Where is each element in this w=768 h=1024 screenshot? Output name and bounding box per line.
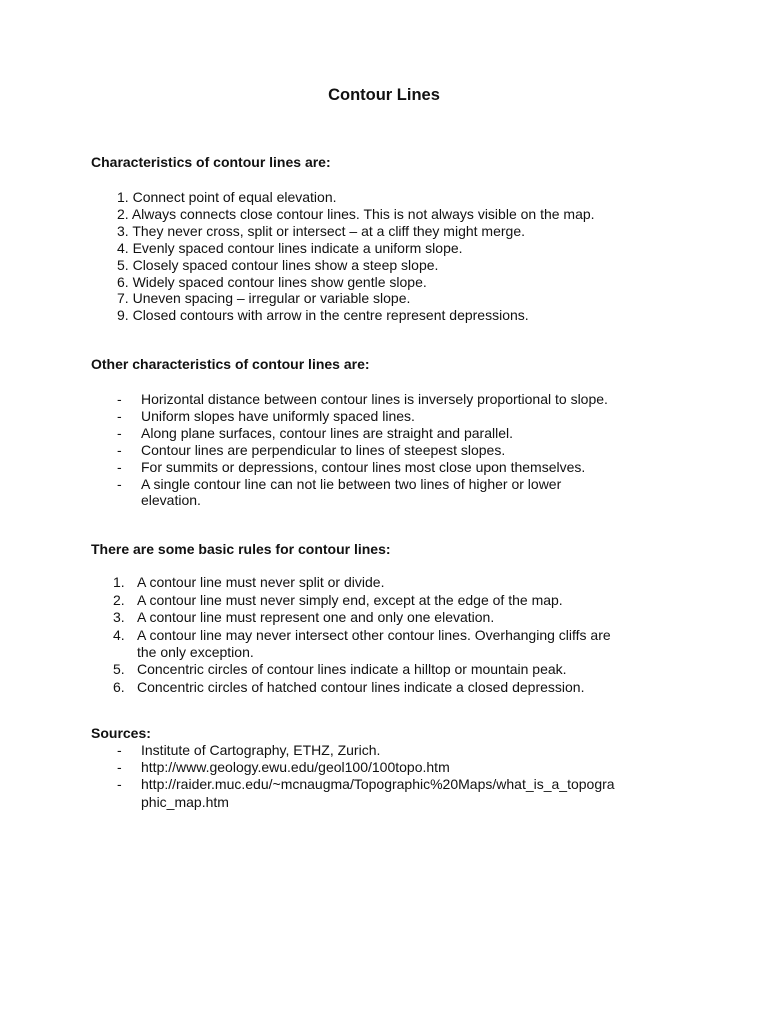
- list-item: [0, 442, 608, 459]
- item-text: A single contour line can not lie between two lines of higher or lower: [141, 475, 562, 492]
- item-text: Concentric circles of contour lines indicate a hilltop or mountain peak.: [137, 661, 567, 678]
- item-number: 1.: [117, 189, 129, 205]
- item-text: Always connects close contour lines. This is not always visible on the map.: [131, 205, 595, 222]
- item-text: Contour lines are perpendicular to lines of steepest slopes.: [141, 441, 506, 458]
- item-text: Closed contours with arrow in the centre represent depressions.: [132, 307, 529, 324]
- list-item: [0, 240, 595, 257]
- item-number: 5.: [113, 661, 125, 678]
- bullet-dash: -: [117, 424, 122, 441]
- bullet-dash: -: [117, 458, 122, 475]
- item-text: A contour line may never intersect other contour lines. Overhanging cliffs are: [137, 626, 611, 643]
- item-number: 9.: [117, 307, 129, 324]
- source-url: http://www.geology.ewu.edu/geol100/100topo.htm: [141, 759, 450, 776]
- bullet-dash: -: [117, 742, 122, 758]
- item-text: Uneven spacing – irregular or variable slope.: [132, 290, 411, 307]
- section-heading-characteristics: Characteristics of contour lines are:: [91, 154, 331, 170]
- item-number: 2.: [117, 205, 129, 222]
- item-text: Evenly spaced contour lines indicate a uniform slope.: [132, 239, 463, 256]
- item-number: 2.: [113, 591, 125, 608]
- list-item: [0, 206, 595, 223]
- item-text: A contour line must never simply end, except at the edge of the map.: [137, 591, 563, 608]
- list-item: [0, 459, 608, 476]
- list-item: [0, 223, 595, 240]
- section-heading-sources: Sources:: [91, 725, 151, 741]
- item-text: Widely spaced contour lines show gentle slope.: [132, 273, 427, 290]
- list-item: [0, 679, 611, 696]
- item-text: A contour line must never split or divide.: [137, 574, 385, 590]
- list-item: [0, 307, 595, 324]
- list-item: [0, 257, 595, 274]
- section-heading-basic-rules: There are some basic rules for contour lines:: [91, 541, 391, 557]
- item-text: A contour line must represent one and only one elevation.: [137, 609, 495, 626]
- other-characteristics-list: [0, 391, 608, 509]
- characteristics-list: [0, 189, 595, 324]
- list-item: [0, 408, 608, 425]
- item-text: Closely spaced contour lines show a steep slope.: [132, 256, 439, 273]
- page-title: Contour Lines: [328, 86, 440, 104]
- item-number: 1.: [113, 574, 125, 590]
- list-item: [0, 742, 615, 759]
- item-text: They never cross, split or intersect – at a cliff they might merge.: [132, 222, 526, 239]
- item-number: 7.: [117, 290, 129, 307]
- source-text: Institute of Cartography, ETHZ, Zurich.: [141, 742, 381, 758]
- section-heading-other-characteristics: Other characteristics of contour lines are:: [91, 356, 370, 372]
- list-item: [0, 776, 615, 810]
- list-item: [0, 274, 595, 291]
- item-number: 3.: [113, 609, 125, 626]
- source-url: http://raider.muc.edu/~mcnaugma/Topographic%20Maps/what_is_a_topogra: [141, 776, 615, 793]
- list-item: [0, 661, 611, 678]
- item-text: Along plane surfaces, contour lines are straight and parallel.: [141, 424, 513, 441]
- bullet-dash: -: [117, 441, 122, 458]
- item-text: Uniform slopes have uniformly spaced lines.: [141, 407, 415, 424]
- list-item: [0, 425, 608, 442]
- item-text: For summits or depressions, contour lines most close upon themselves.: [141, 458, 586, 475]
- bullet-dash: -: [117, 759, 122, 776]
- list-item: [0, 627, 611, 661]
- source-url-continued: phic_map.htm: [141, 793, 229, 810]
- bullet-dash: -: [117, 776, 122, 793]
- bullet-dash: -: [117, 475, 122, 492]
- list-item: [0, 189, 595, 206]
- list-item: [0, 391, 608, 408]
- list-item: [0, 476, 608, 510]
- list-item: [0, 290, 595, 307]
- list-item: [0, 574, 611, 591]
- list-item: [0, 609, 611, 626]
- item-number: 5.: [117, 256, 129, 273]
- sources-list: [0, 742, 615, 811]
- list-item: [0, 592, 611, 609]
- item-number: 6.: [113, 678, 125, 695]
- item-number: 6.: [117, 273, 129, 290]
- bullet-dash: -: [117, 407, 122, 424]
- item-text: Connect point of equal elevation.: [132, 189, 337, 205]
- item-number: 4.: [113, 626, 125, 643]
- bullet-dash: -: [117, 391, 122, 407]
- item-text-continued: elevation.: [141, 492, 201, 509]
- item-number: 3.: [117, 222, 129, 239]
- basic-rules-list: [0, 574, 611, 696]
- item-text-continued: the only exception.: [137, 643, 254, 660]
- item-text: Horizontal distance between contour lines is inversely proportional to slope.: [141, 391, 608, 407]
- item-number: 4.: [117, 239, 129, 256]
- item-text: Concentric circles of hatched contour lines indicate a closed depression.: [137, 678, 585, 695]
- list-item: [0, 759, 615, 776]
